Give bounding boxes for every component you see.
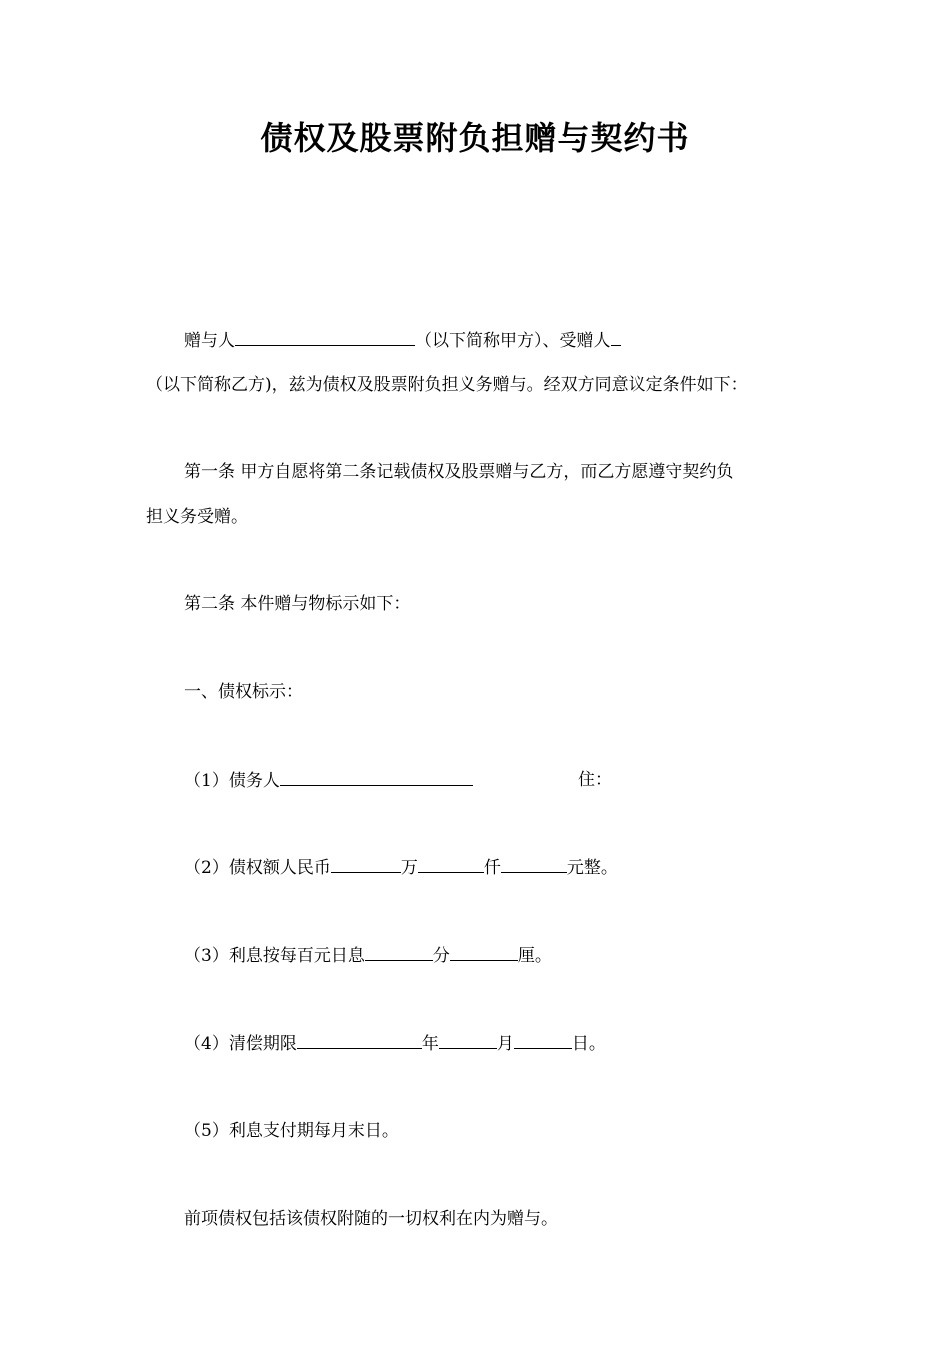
article2-heading: 第二条 本件赠与物标示如下： (184, 594, 411, 614)
item1-address: 住： (578, 770, 612, 790)
article1-line-2: 担义务受赠。 (146, 507, 248, 527)
donor-blank (235, 328, 415, 346)
preamble-line-1 (184, 328, 621, 353)
item3-unit-1: 分 (432, 946, 450, 966)
item3-line (184, 943, 552, 968)
item4-line (184, 1031, 606, 1056)
qian-blank (418, 855, 484, 873)
item4-unit-1: 年 (421, 1034, 439, 1054)
li-blank (450, 943, 518, 961)
item2-unit-2: 仟 (483, 858, 501, 878)
month-blank (439, 1031, 497, 1049)
donor-note: （以下简称甲方）、受赠人 (415, 331, 611, 351)
item2-unit-3: 元整。 (566, 858, 618, 878)
item4-unit-3: 日。 (571, 1034, 606, 1054)
item3-unit-2: 厘。 (517, 946, 552, 966)
day-blank (514, 1031, 572, 1049)
item5-line: （5）利息支付期每月末日。 (184, 1121, 399, 1141)
item2-line (184, 855, 618, 880)
section1-heading: 一、债权标示： (184, 682, 303, 702)
item1-label: （1）债务人 (184, 771, 280, 791)
item4-unit-2: 月 (496, 1034, 514, 1054)
item1-line (184, 768, 473, 793)
donee-blank (611, 328, 621, 346)
item2-unit-1: 万 (400, 858, 418, 878)
debtor-blank (280, 768, 473, 786)
article1-line-1: 第一条 甲方自愿将第二条记载债权及股票赠与乙方，而乙方愿遵守契约负 (184, 462, 734, 482)
donor-label: 赠与人 (184, 331, 235, 351)
yuan-blank (501, 855, 567, 873)
item4-label: （4）清偿期限 (184, 1034, 297, 1054)
closing-line: 前项债权包括该债权附随的一切权利在内为赠与。 (184, 1209, 558, 1229)
item3-label: （3）利息按每百元日息 (184, 946, 365, 966)
item2-label: （2）债权额人民币 (184, 858, 331, 878)
year-blank (297, 1031, 422, 1049)
document-title: 债权及股票附负担赠与契约书 (260, 119, 690, 157)
fen-blank (365, 943, 433, 961)
preamble-line-2: （以下简称乙方)，兹为债权及股票附负担义务赠与。经双方同意议定条件如下： (146, 375, 748, 395)
wan-blank (331, 855, 401, 873)
